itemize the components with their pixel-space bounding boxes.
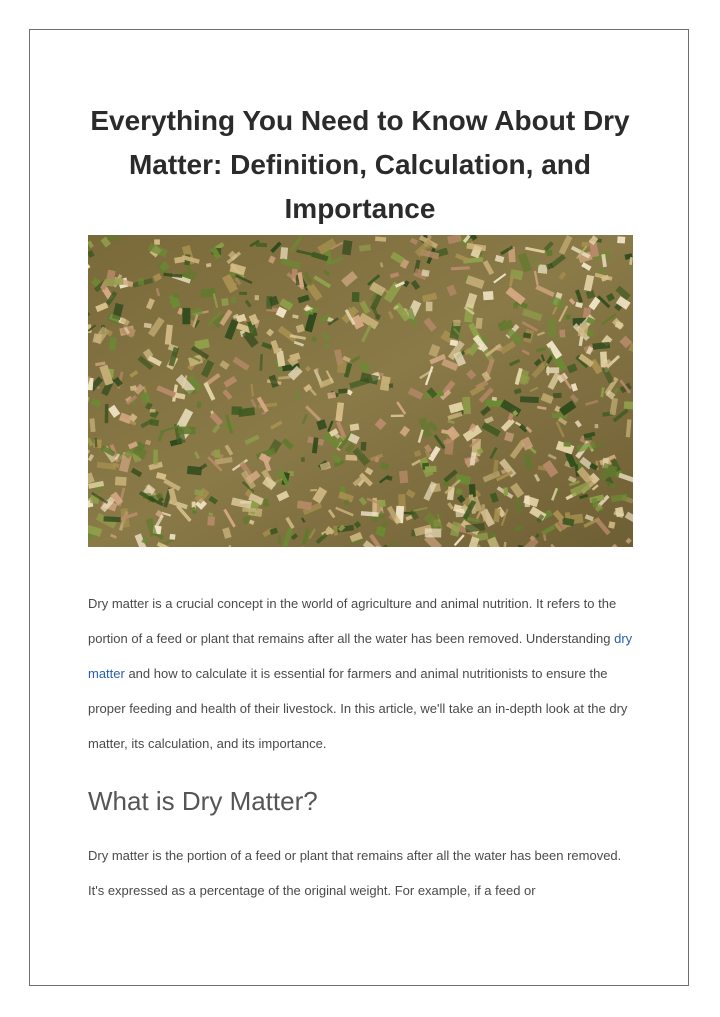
dry-matter-link[interactable]: dry matter	[88, 631, 633, 681]
silage-photo	[88, 235, 633, 547]
section-paragraph: Dry matter is the portion of a feed or plant that remains after all the water has been removed. It's expressed as a percentage of the original weight. For example, if a feed or	[88, 848, 622, 898]
intro-paragraph	[88, 586, 638, 761]
section-heading-what-is-dry-matter: What is Dry Matter?	[88, 786, 318, 816]
intro-text-after: and how to calculate it is essential for farmers and animal nutritionists to ensure the proper feeding and health of their livestock. In this article, we'll take an in-depth look at the dry matter, its calculation, and its importance.	[88, 666, 628, 751]
article-title: Everything You Need to Know About Dry Matter: Definition, Calculation, and Importance	[90, 105, 630, 224]
intro-text-before: Dry matter is a crucial concept in the world of agriculture and animal nutrition. It refers to the portion of a feed or plant that remains after all the water has been removed. Understanding	[88, 596, 617, 646]
